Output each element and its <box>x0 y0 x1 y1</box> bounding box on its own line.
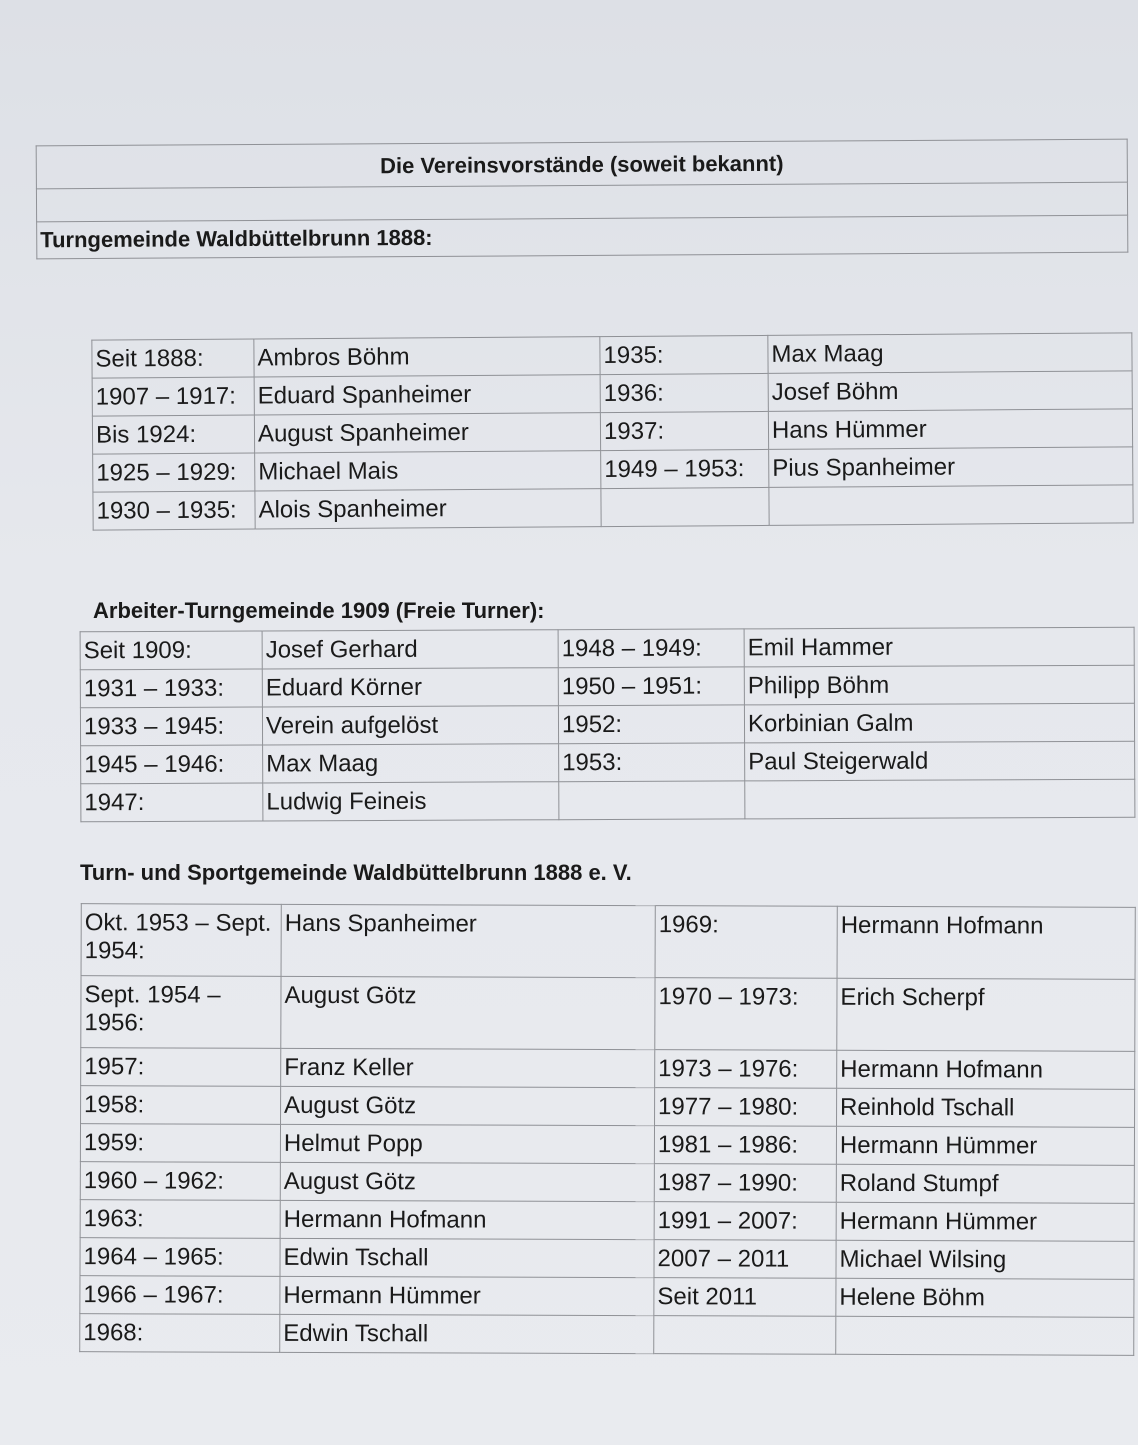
section3-table <box>79 903 1136 1356</box>
name-cell: August Götz <box>281 976 655 1049</box>
name-cell: Josef Gerhard <box>262 630 558 669</box>
name-cell: Hermann Hofmann <box>837 906 1135 979</box>
name-cell: Paul Steigerwald <box>745 741 1135 781</box>
page-title: Die Vereinsvorstände (soweit bekannt) <box>36 139 1127 189</box>
period-cell: 1958: <box>81 1086 281 1125</box>
name-cell: Edwin Tschall <box>280 1314 654 1353</box>
name-cell: August Spanheimer <box>254 413 600 453</box>
period-cell: 1930 – 1935: <box>93 491 255 530</box>
period-cell: 1925 – 1929: <box>93 453 255 492</box>
table-row <box>80 1276 1134 1318</box>
period-cell: 1907 – 1917: <box>92 377 254 416</box>
period-cell: 1936: <box>600 373 768 412</box>
section1-title: Turngemeinde Waldbüttelbrunn 1888: <box>37 215 1128 259</box>
section3-title: Turn- und Sportgemeinde Waldbüttelbrunn 1888 e. V. <box>80 860 632 885</box>
name-cell: Verein aufgelöst <box>262 706 558 745</box>
period-cell: Seit 1888: <box>92 339 254 378</box>
name-cell <box>836 1316 1134 1355</box>
period-cell <box>559 781 745 820</box>
period-cell: Bis 1924: <box>92 415 254 454</box>
header-title-row <box>36 139 1127 189</box>
period-cell: 1987 – 1990: <box>654 1164 836 1203</box>
table-row <box>93 485 1133 530</box>
name-cell: Eduard Spanheimer <box>254 375 600 415</box>
period-cell: 1981 – 1986: <box>654 1126 836 1165</box>
period-cell: 1933 – 1945: <box>80 707 262 746</box>
table-row <box>81 1048 1135 1090</box>
period-cell: 1959: <box>80 1124 280 1163</box>
name-cell: Hermann Hümmer <box>280 1276 654 1315</box>
name-cell: Hermann Hofmann <box>280 1200 654 1239</box>
name-cell: Korbinian Galm <box>744 703 1134 743</box>
section1-table <box>91 332 1133 530</box>
period-cell: 1969: <box>655 906 837 979</box>
period-cell: 1937: <box>600 411 768 450</box>
period-cell <box>654 1316 836 1355</box>
name-cell: Hans Hümmer <box>768 409 1132 450</box>
name-cell: Michael Wilsing <box>836 1240 1134 1279</box>
name-cell: Pius Spanheimer <box>769 447 1133 488</box>
period-cell: 1949 – 1953: <box>601 449 769 488</box>
name-cell: Reinhold Tschall <box>837 1088 1135 1127</box>
period-cell: 1952: <box>558 705 744 744</box>
period-cell: 1935: <box>600 335 768 374</box>
name-cell: Philipp Böhm <box>744 665 1134 705</box>
period-cell: 1953: <box>559 743 745 782</box>
name-cell: Ludwig Feineis <box>263 782 559 821</box>
table-row <box>81 779 1135 822</box>
period-cell: Okt. 1953 – Sept. 1954: <box>81 904 281 977</box>
period-cell: 1963: <box>80 1200 280 1239</box>
period-cell: 1948 – 1949: <box>558 629 744 668</box>
name-cell: Hermann Hümmer <box>836 1126 1134 1165</box>
name-cell: Alois Spanheimer <box>255 489 601 529</box>
table-row <box>81 741 1135 784</box>
table-row <box>80 1162 1134 1204</box>
name-cell <box>745 779 1135 819</box>
period-cell: Seit 1909: <box>80 631 262 670</box>
table-row <box>80 1314 1134 1356</box>
section2-table <box>80 627 1136 823</box>
period-cell: 1950 – 1951: <box>558 667 744 706</box>
period-cell: 1947: <box>81 783 263 822</box>
name-cell: Josef Böhm <box>768 371 1132 412</box>
period-cell: 1973 – 1976: <box>655 1050 837 1089</box>
name-cell: Franz Keller <box>281 1048 655 1087</box>
period-cell: 1957: <box>81 1048 281 1087</box>
name-cell: August Götz <box>281 1086 655 1125</box>
table-row <box>80 1124 1134 1166</box>
period-cell: 1977 – 1980: <box>655 1088 837 1127</box>
name-cell: Helene Böhm <box>836 1278 1134 1317</box>
period-cell: Seit 2011 <box>654 1278 836 1317</box>
header-table <box>36 139 1129 260</box>
table-row <box>80 1238 1134 1280</box>
table-row <box>80 665 1134 708</box>
name-cell: Emil Hammer <box>744 627 1134 667</box>
name-cell: Edwin Tschall <box>280 1238 654 1277</box>
period-cell: 1945 – 1946: <box>81 745 263 784</box>
period-cell: 1964 – 1965: <box>80 1238 280 1277</box>
table-row <box>80 703 1134 746</box>
name-cell: Hermann Hümmer <box>836 1202 1134 1241</box>
period-cell: 1966 – 1967: <box>80 1276 280 1315</box>
table-row <box>81 976 1135 1052</box>
period-cell <box>601 487 769 526</box>
name-cell: Hermann Hofmann <box>837 1050 1135 1089</box>
table-row <box>81 1086 1135 1128</box>
name-cell: Roland Stumpf <box>836 1164 1134 1203</box>
period-cell: 2007 – 2011 <box>654 1240 836 1279</box>
period-cell: 1991 – 2007: <box>654 1202 836 1241</box>
name-cell: Max Maag <box>263 744 559 783</box>
name-cell: Ambros Böhm <box>254 337 600 377</box>
name-cell: Helmut Popp <box>280 1124 654 1163</box>
name-cell: August Götz <box>280 1162 654 1201</box>
period-cell: Sept. 1954 – 1956: <box>81 976 281 1049</box>
name-cell: Michael Mais <box>255 451 601 491</box>
name-cell: Eduard Körner <box>262 668 558 707</box>
name-cell: Max Maag <box>768 333 1132 374</box>
table-row <box>80 627 1134 670</box>
table-row <box>80 1200 1134 1242</box>
period-cell: 1960 – 1962: <box>80 1162 280 1201</box>
period-cell: 1970 – 1973: <box>655 978 837 1051</box>
section2-title: Arbeiter-Turngemeinde 1909 (Freie Turner): <box>93 598 545 623</box>
name-cell <box>769 485 1133 526</box>
name-cell: Hans Spanheimer <box>281 904 655 977</box>
header-subtitle-row <box>37 215 1128 259</box>
period-cell: 1931 – 1933: <box>80 669 262 708</box>
table-row <box>81 904 1135 980</box>
name-cell: Erich Scherpf <box>837 978 1135 1051</box>
period-cell: 1968: <box>80 1314 280 1353</box>
